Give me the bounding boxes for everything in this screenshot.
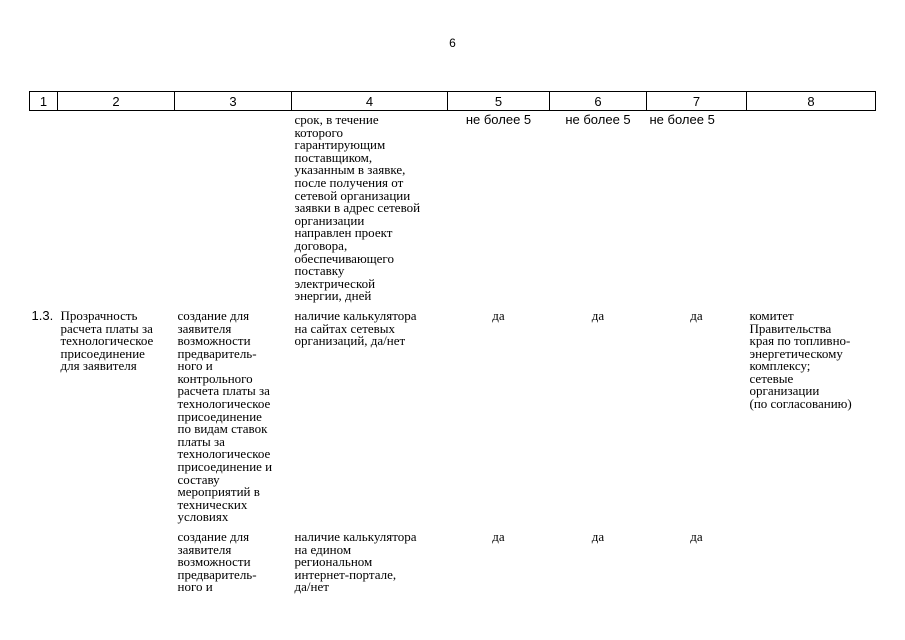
cell-responsible xyxy=(747,528,876,598)
table-row xyxy=(30,528,876,598)
cell-value-col6: да xyxy=(591,307,605,323)
cell-indicator: наличие калькулятора на едином региональном интернет-портале, да/нет xyxy=(294,529,417,595)
cell-number xyxy=(30,111,58,307)
measures-table xyxy=(29,91,876,598)
cell-value-col7: да xyxy=(690,307,703,323)
cell-measure-name xyxy=(58,111,175,307)
cell-value-col5: не более 5 xyxy=(465,112,532,127)
cell-action: создание для заявителя возможности предваритель- ного и контрольного расчета платы за технологическое присоединение по видам ставок платы за технологическое присоединение и составу мероприятий в технических условиях xyxy=(177,307,273,525)
cell-action: создание для заявителя возможности предваритель- ного и xyxy=(177,529,257,595)
cell-action xyxy=(175,111,292,307)
cell-value-col6: да xyxy=(591,529,605,544)
column-number-header-row xyxy=(30,92,876,111)
column-header-8: 8 xyxy=(747,92,876,111)
column-header-2: 2 xyxy=(58,92,175,111)
cell-measure-name xyxy=(58,528,175,598)
cell-number xyxy=(30,528,58,598)
column-header-7: 7 xyxy=(647,92,747,111)
cell-value-col5: да xyxy=(492,529,505,544)
cell-value-col5: да xyxy=(492,307,505,323)
cell-responsible: комитет Правительства края по топливно- энергетическому комплексу; сетевые организации (по согласованию) xyxy=(749,307,852,412)
column-header-4: 4 xyxy=(292,92,448,111)
table-row xyxy=(30,307,876,528)
cell-responsible xyxy=(747,111,876,307)
cell-indicator: наличие калькулятора на сайтах сетевых организаций, да/нет xyxy=(294,307,417,349)
cell-value-col7: да xyxy=(690,529,703,544)
cell-measure-name: Прозрачность расчета платы за технологическое присоединение для заявителя xyxy=(60,307,154,374)
table-row xyxy=(30,111,876,307)
cell-number: 1.3. xyxy=(31,307,54,323)
column-header-5: 5 xyxy=(448,92,550,111)
cell-value-col7: не более 5 xyxy=(649,112,715,127)
column-header-6: 6 xyxy=(550,92,647,111)
column-header-3: 3 xyxy=(175,92,292,111)
column-header-1: 1 xyxy=(30,92,58,111)
cell-indicator: срок, в течение которого гарантирующим поставщиком, указанным в заявке, после получения от сетевой организации заявки в адрес сетевой организации направлен проект договора, обеспечивающего поставку электрической энергии, дней xyxy=(294,112,421,304)
cell-value-col6: не более 5 xyxy=(565,112,631,127)
page-number: 6 xyxy=(449,36,456,50)
